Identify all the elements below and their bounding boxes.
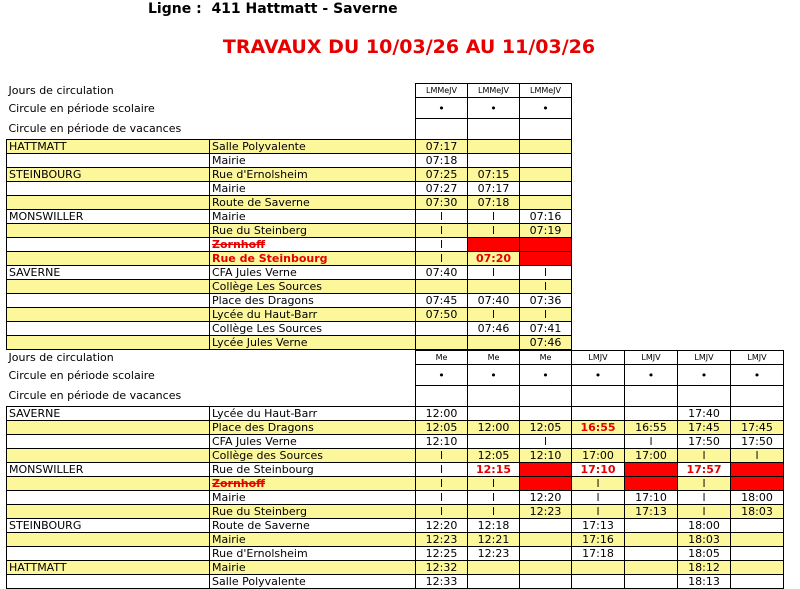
table-row <box>7 182 572 196</box>
holiday-cell <box>678 386 731 407</box>
time-cell: 17:45 <box>678 421 731 435</box>
label-vacances: Circule en période de vacances <box>8 122 182 136</box>
time-cell <box>731 533 784 547</box>
time-cell: l <box>678 505 731 519</box>
time-cell: l <box>468 491 520 505</box>
time-cell: l <box>468 210 520 224</box>
time-cell: 07:25 <box>416 168 468 182</box>
school-dot: • <box>572 365 625 386</box>
time-cell: 18:00 <box>678 519 731 533</box>
commune-cell <box>7 294 210 308</box>
modified-time-cell: 16:55 <box>572 421 625 435</box>
time-cell: l <box>416 238 468 252</box>
time-cell <box>416 336 468 350</box>
table-row <box>7 407 784 421</box>
holiday-cell <box>572 386 625 407</box>
time-cell: 17:16 <box>572 533 625 547</box>
commune-cell <box>7 154 210 168</box>
stop-cell: Lycée du Haut-Barr <box>210 407 416 421</box>
time-cell <box>572 407 625 421</box>
time-cell: l <box>416 491 468 505</box>
time-cell <box>731 575 784 589</box>
day-header: LMJV <box>731 351 784 365</box>
table-row <box>7 477 784 491</box>
time-cell: 17:18 <box>572 547 625 561</box>
stop-cell: Rue d'Ernolsheim <box>210 168 416 182</box>
holiday-cell <box>625 386 678 407</box>
cancelled-cell <box>520 463 572 477</box>
time-cell: l <box>572 477 625 491</box>
time-cell: 12:25 <box>416 547 468 561</box>
table-row <box>7 463 784 477</box>
time-cell <box>468 336 520 350</box>
cancelled-stop-cell: Zornhoff <box>210 477 416 491</box>
time-cell: l <box>468 505 520 519</box>
time-cell: 17:50 <box>731 435 784 449</box>
time-cell: 07:41 <box>520 322 572 336</box>
stop-cell: Rue d'Ernolsheim <box>210 547 416 561</box>
time-cell: 07:50 <box>416 308 468 322</box>
time-cell: l <box>416 224 468 238</box>
time-cell <box>625 547 678 561</box>
table-row <box>7 140 572 154</box>
table-row <box>7 154 572 168</box>
time-cell: 07:19 <box>520 224 572 238</box>
time-cell <box>416 280 468 294</box>
time-cell: 17:10 <box>625 491 678 505</box>
time-cell: l <box>416 449 468 463</box>
time-cell <box>520 561 572 575</box>
table-row <box>7 196 572 210</box>
time-cell: l <box>520 308 572 322</box>
time-cell <box>520 196 572 210</box>
time-cell: 07:30 <box>416 196 468 210</box>
time-cell: 12:05 <box>520 421 572 435</box>
school-dot: • <box>731 365 784 386</box>
cancelled-stop-cell: Zornhoff <box>210 238 416 252</box>
time-cell <box>520 182 572 196</box>
time-cell: 18:12 <box>678 561 731 575</box>
time-cell: l <box>520 266 572 280</box>
time-cell <box>520 519 572 533</box>
time-cell: l <box>572 505 625 519</box>
time-cell <box>625 533 678 547</box>
stop-cell: Salle Polyvalente <box>210 140 416 154</box>
time-cell: 07:17 <box>468 182 520 196</box>
time-cell <box>625 407 678 421</box>
commune-cell: STEINBOURG <box>7 168 210 182</box>
time-cell <box>468 407 520 421</box>
time-cell: 18:03 <box>731 505 784 519</box>
day-header: LMMeJV <box>520 84 572 98</box>
commune-cell: MONSWILLER <box>7 463 210 477</box>
commune-cell: MONSWILLER <box>7 210 210 224</box>
day-header: LMJV <box>678 351 731 365</box>
time-cell: l <box>468 477 520 491</box>
cancelled-cell <box>520 477 572 491</box>
holiday-cell <box>468 386 520 407</box>
time-cell: 07:16 <box>520 210 572 224</box>
time-cell: l <box>468 266 520 280</box>
commune-cell: HATTMATT <box>7 561 210 575</box>
time-cell: 07:17 <box>416 140 468 154</box>
stop-cell: Mairie <box>210 491 416 505</box>
time-cell: 17:45 <box>731 421 784 435</box>
school-dot: • <box>468 365 520 386</box>
table-row <box>7 547 784 561</box>
commune-cell <box>7 491 210 505</box>
time-cell <box>731 407 784 421</box>
time-cell <box>520 140 572 154</box>
time-cell: 12:05 <box>416 421 468 435</box>
commune-cell: SAVERNE <box>7 407 210 421</box>
time-cell: 12:33 <box>416 575 468 589</box>
stop-cell: Place des Dragons <box>210 421 416 435</box>
time-cell: 17:00 <box>625 449 678 463</box>
holiday-cell <box>416 386 468 407</box>
commune-cell <box>7 238 210 252</box>
time-cell: 12:32 <box>416 561 468 575</box>
time-cell: 07:45 <box>416 294 468 308</box>
stop-cell: Mairie <box>210 210 416 224</box>
time-cell <box>731 547 784 561</box>
time-cell: l <box>678 491 731 505</box>
line-name: 411 Hattmatt - Saverne <box>211 1 398 17</box>
commune-cell <box>7 435 210 449</box>
table-row <box>7 575 784 589</box>
time-cell: 07:46 <box>520 336 572 350</box>
stop-cell: Mairie <box>210 182 416 196</box>
time-cell: 12:23 <box>520 505 572 519</box>
time-cell: 07:36 <box>520 294 572 308</box>
table-row <box>7 336 572 350</box>
cancelled-cell <box>520 252 572 266</box>
stop-cell: Mairie <box>210 533 416 547</box>
time-cell: 12:00 <box>468 421 520 435</box>
time-cell: 07:40 <box>416 266 468 280</box>
line-label: Ligne : <box>148 1 202 17</box>
time-cell: l <box>468 224 520 238</box>
stop-cell: Place des Dragons <box>210 294 416 308</box>
day-header: LMMeJV <box>416 84 468 98</box>
day-header: LMJV <box>625 351 678 365</box>
table-row <box>7 561 784 575</box>
time-cell: 12:20 <box>520 491 572 505</box>
stop-cell: CFA Jules Verne <box>210 435 416 449</box>
school-dot: • <box>625 365 678 386</box>
time-cell: 17:13 <box>572 519 625 533</box>
time-cell <box>625 561 678 575</box>
school-dot: • <box>416 98 468 119</box>
label-scolaire: Circule en période scolaire <box>8 101 155 115</box>
schedule-table-afternoon <box>6 350 784 589</box>
time-cell: 12:10 <box>520 449 572 463</box>
table-row <box>7 210 572 224</box>
time-cell: l <box>416 463 468 477</box>
label-scolaire: Circule en période scolaire <box>8 368 155 382</box>
time-cell: l <box>731 449 784 463</box>
cancelled-cell <box>468 238 520 252</box>
time-cell: l <box>520 435 572 449</box>
table-row <box>7 421 784 435</box>
commune-cell: SAVERNE <box>7 266 210 280</box>
time-cell: 12:23 <box>468 547 520 561</box>
time-cell <box>520 547 572 561</box>
commune-cell <box>7 533 210 547</box>
holiday-cell <box>468 119 520 140</box>
table-row <box>7 224 572 238</box>
time-cell: 07:46 <box>468 322 520 336</box>
time-cell: 12:20 <box>416 519 468 533</box>
holiday-cell <box>520 386 572 407</box>
cancelled-cell <box>731 477 784 491</box>
commune-cell <box>7 505 210 519</box>
time-cell: l <box>678 449 731 463</box>
commune-cell <box>7 449 210 463</box>
time-cell <box>468 140 520 154</box>
commune-cell: HATTMATT <box>7 140 210 154</box>
time-cell: 18:13 <box>678 575 731 589</box>
time-cell <box>416 322 468 336</box>
time-cell: 12:05 <box>468 449 520 463</box>
day-header: LMJV <box>572 351 625 365</box>
table-row <box>7 533 784 547</box>
cancelled-cell <box>520 238 572 252</box>
time-cell <box>625 575 678 589</box>
works-alert: TRAVAUX DU 10/03/26 AU 11/03/26 <box>222 36 596 58</box>
commune-cell <box>7 336 210 350</box>
school-dot: • <box>520 98 572 119</box>
time-cell: l <box>416 477 468 491</box>
commune-cell <box>7 477 210 491</box>
stop-cell: Lycée Jules Verne <box>210 336 416 350</box>
time-cell: 07:18 <box>468 196 520 210</box>
commune-cell <box>7 252 210 266</box>
stop-cell: Mairie <box>210 154 416 168</box>
time-cell: l <box>625 435 678 449</box>
stop-cell: Rue de Steinbourg <box>210 463 416 477</box>
stop-cell: CFA Jules Verne <box>210 266 416 280</box>
time-cell <box>572 435 625 449</box>
time-cell <box>520 154 572 168</box>
modified-stop-cell: Rue de Steinbourg <box>210 252 416 266</box>
time-cell: 07:15 <box>468 168 520 182</box>
commune-cell: STEINBOURG <box>7 519 210 533</box>
table-row <box>7 505 784 519</box>
cancelled-cell <box>731 463 784 477</box>
table-row <box>7 322 572 336</box>
time-cell: l <box>520 280 572 294</box>
time-cell: l <box>468 308 520 322</box>
time-cell: 18:05 <box>678 547 731 561</box>
time-cell <box>520 533 572 547</box>
time-cell: 12:00 <box>416 407 468 421</box>
modified-time-cell: 17:57 <box>678 463 731 477</box>
commune-cell <box>7 224 210 238</box>
time-cell: 12:18 <box>468 519 520 533</box>
time-cell <box>572 575 625 589</box>
time-cell: l <box>678 477 731 491</box>
time-cell: 12:23 <box>416 533 468 547</box>
table-row <box>7 280 572 294</box>
school-dot: • <box>520 365 572 386</box>
holiday-cell <box>520 119 572 140</box>
stop-cell: Salle Polyvalente <box>210 575 416 589</box>
time-cell: 18:00 <box>731 491 784 505</box>
cancelled-cell <box>625 463 678 477</box>
school-dot: • <box>678 365 731 386</box>
label-vacances: Circule en période de vacances <box>8 389 182 403</box>
line-header <box>148 1 398 17</box>
stop-cell: Rue du Steinberg <box>210 224 416 238</box>
time-cell <box>572 561 625 575</box>
time-cell: 07:40 <box>468 294 520 308</box>
stop-cell: Collège Les Sources <box>210 322 416 336</box>
table-row <box>7 168 572 182</box>
time-cell <box>731 519 784 533</box>
table-row <box>7 294 572 308</box>
time-cell: l <box>572 491 625 505</box>
modified-time-cell: 07:20 <box>468 252 520 266</box>
day-header: Me <box>520 351 572 365</box>
stop-cell: Lycée du Haut-Barr <box>210 308 416 322</box>
time-cell <box>468 561 520 575</box>
time-cell: 18:03 <box>678 533 731 547</box>
modified-time-cell: 12:15 <box>468 463 520 477</box>
time-cell: l <box>416 210 468 224</box>
modified-time-cell: 17:10 <box>572 463 625 477</box>
time-cell <box>520 407 572 421</box>
table-row <box>7 252 572 266</box>
stop-cell: Mairie <box>210 561 416 575</box>
time-cell: 12:10 <box>416 435 468 449</box>
time-cell <box>520 575 572 589</box>
time-cell <box>468 154 520 168</box>
time-cell <box>468 575 520 589</box>
label-jours: Jours de circulation <box>8 351 114 364</box>
stop-cell: Route de Saverne <box>210 196 416 210</box>
day-header: Me <box>416 351 468 365</box>
time-cell: 12:21 <box>468 533 520 547</box>
holiday-cell <box>416 119 468 140</box>
commune-cell <box>7 421 210 435</box>
time-cell: 17:13 <box>625 505 678 519</box>
commune-cell <box>7 182 210 196</box>
time-cell <box>731 561 784 575</box>
time-cell: 07:18 <box>416 154 468 168</box>
time-cell: 17:40 <box>678 407 731 421</box>
school-dot: • <box>468 98 520 119</box>
cancelled-cell <box>625 477 678 491</box>
schedule-table-morning <box>6 83 572 350</box>
commune-cell <box>7 308 210 322</box>
table-row <box>7 308 572 322</box>
day-header: LMMeJV <box>468 84 520 98</box>
commune-cell <box>7 196 210 210</box>
time-cell <box>468 280 520 294</box>
time-cell: 17:50 <box>678 435 731 449</box>
commune-cell <box>7 547 210 561</box>
time-cell <box>520 168 572 182</box>
time-cell: l <box>416 252 468 266</box>
table-row <box>7 266 572 280</box>
day-header: Me <box>468 351 520 365</box>
label-jours: Jours de circulation <box>8 84 114 97</box>
table-row <box>7 238 572 252</box>
commune-cell <box>7 322 210 336</box>
time-cell: 07:27 <box>416 182 468 196</box>
commune-cell <box>7 280 210 294</box>
stop-cell: Collège des Sources <box>210 449 416 463</box>
table-row <box>7 449 784 463</box>
school-dot: • <box>416 365 468 386</box>
holiday-cell <box>731 386 784 407</box>
time-cell: l <box>416 505 468 519</box>
time-cell: 16:55 <box>625 421 678 435</box>
stop-cell: Rue du Steinberg <box>210 505 416 519</box>
commune-cell <box>7 575 210 589</box>
time-cell: 17:00 <box>572 449 625 463</box>
table-row <box>7 491 784 505</box>
table-row <box>7 519 784 533</box>
stop-cell: Route de Saverne <box>210 519 416 533</box>
time-cell <box>468 435 520 449</box>
stop-cell: Collège Les Sources <box>210 280 416 294</box>
time-cell <box>625 519 678 533</box>
table-row <box>7 435 784 449</box>
